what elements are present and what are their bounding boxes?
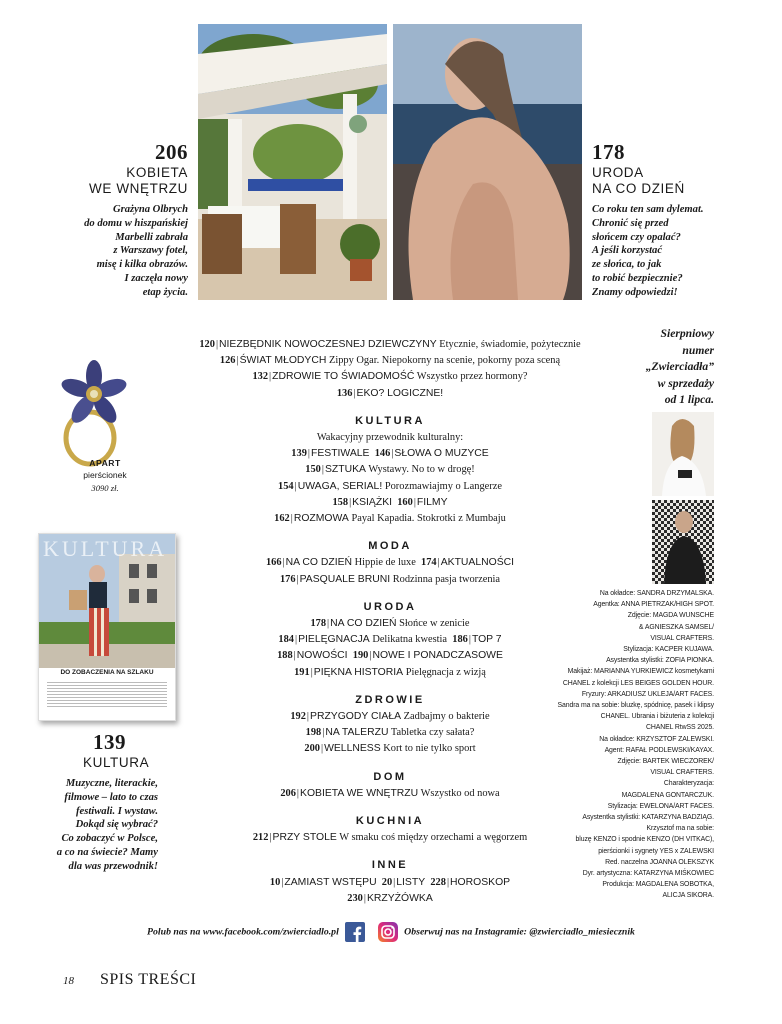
toc-entry[interactable]: 191|PIĘKNA HISTORIA Pielęgnacja z wizją [294,666,486,678]
product-price: 3090 zł. [91,483,119,493]
toc-entry[interactable]: 10|ZAMIAST WSTĘPU 20|LISTY 228|HOROSKOP [269,876,511,888]
cover-thumbnail-sandra [652,412,714,496]
feature-culture-number: 139 [93,730,126,754]
feature-beauty [592,140,732,300]
toc-entry[interactable]: 154|UWAGA, SERIAL! Porozmawiajmy o Langerze [278,480,502,492]
magazine-body-lines [47,680,167,708]
toc-entry[interactable]: 176|PASQUALE BRUNI Rodzinna pasja tworzenia [279,573,501,585]
toc-section-heading-kultura: KULTURA [355,414,425,427]
magazine-caption: DO ZOBACZENIA NA SZLAKU [60,669,154,676]
toc-entry[interactable]: 206|KOBIETA WE WNĘTRZU Wszystko od nowa [280,787,500,799]
toc-section-heading-zdrowie: ZDROWIE [355,693,425,706]
toc-section-heading-inne: INNE [371,859,409,872]
toc-entry[interactable]: 139|FESTIWALE 146|SŁOWA O MUZYCE [291,448,489,460]
facebook-link[interactable]: Polub nas na www.facebook.com/zwierciadlo.pl [147,926,339,938]
instagram-icon[interactable] [378,922,398,942]
toc-entry[interactable]: 184|PIELĘGNACJA Delikatna kwestia 186|TOP 7 [278,634,502,646]
toc-entry[interactable]: 212|PRZY STOLE W smaku coś między orzechami a węgorzem [252,832,528,844]
feature-interior-title: KOBIETA WE WNĘTRZU [89,165,188,196]
toc-entry[interactable]: 150|SZTUKA Wystawy. No to w drogę! [305,464,475,476]
product-brand: APART [89,458,121,468]
ring-caption [60,458,150,493]
toc-entry[interactable]: 188|NOWOŚCI 190|NOWE I PONADCZASOWE [277,650,503,662]
cover-thumbnail-krzysztof [652,500,714,584]
toc-entry[interactable]: 198|NA TALERZU Tabletka czy sałata? [305,727,475,739]
toc-entry[interactable]: 162|ROZMOWA Payal Kapadia. Stokrotki z Mumbaju [274,513,506,525]
product-item: pierścionek [83,470,127,480]
toc-entry[interactable]: 192|PRZYGODY CIAŁA Zadbajmy o bakterie [290,711,490,723]
toc-section-heading-moda: MODA [368,540,412,553]
facebook-icon[interactable] [345,922,365,942]
toc-entry[interactable]: 158|KSIĄŻKI 160|FILMY [332,496,448,508]
toc-entry[interactable]: 126|ŚWIAT MŁODYCH Zippy Ogar. Niepokorny na scenie, pokorny poza sceną [219,355,561,367]
feature-culture-description: Muzyczne, literackie, filmowe – lato to czas festiwali. I wystaw. Dokąd się wybrać? Co zobaczyć w Polsce, a co na świecie? Mamy dla was przewodnik! [56,778,158,872]
model-photo [393,24,582,300]
feature-beauty-title: URODA NA CO DZIEŃ [592,165,685,196]
feature-interior-description: Grażyna Olbrych do domu w hiszpańskiej Marbelli zabrała z Warszawy fotel, misę i kilka obrazów. I zaczęła nowy etap życia. [84,204,188,298]
feature-beauty-description: Co roku ten sam dylemat. Chronić się przed słońcem czy opalać? A jeśli korzystać ze słońca, to jak to robić bezpiecznie? Znamy odpowiedzi! [592,204,704,298]
toc-entry[interactable]: 120|NIEZBĘDNIK NOWOCZESNEJ DZIEWCZYNY Etycznie, świadomie, pożytecznie [199,339,581,350]
feature-culture [38,730,158,874]
culture-magazine-spread [38,533,176,721]
toc-caption: Wakacyjny przewodnik kulturalny: [316,432,464,444]
feature-culture-title: KULTURA [83,755,150,770]
toc-entry[interactable]: 178|NA CO DZIEŃ Słońce w zenicie [310,618,470,630]
magazine-header-text: KULTURA [43,536,168,561]
toc-entry[interactable]: 136|EKO? LOGICZNE! [336,387,444,399]
cover-credits: Na okładce: SANDRA DRZYMALSKA. Agentka: ANNA PIETRZAK/HIGH SPOT. Zdjęcie: MAGDA WUNSCHE & AGNIESZKA SAMSEL/ VISUAL CRAFTERS. Stylizacja: KACPER KUJAWA. Asystentka stylistki: ZOFIA PIONKA. Makijaż: MARIANNA YURKIEWICZ kosmetykami CHANEL z kolekcji LES BEIGES GOLDEN HOUR. Fryzury: ARKADIUSZ UKLEJA/ART FACES. Sandra ma na sobie: bluzkę, spódnicę, pasek i klipsy CHANEL. Ubrania i biżuteria z kolekcji CHANEL RtwSS 2025. Na okładce: KRZYSZTOF ZALEWSKI. Agent: RAFAŁ PODLEWSKI/KAYAX. Zdjęcie: BARTEK WIECZOREK/ VISUAL CRAFTERS. Charakteryzacja: MAGDALENA GONTARCZUK. Stylizacja: EWELONA/ART FACES. Asystentka stylistki: KATARZYNA BADZIĄG. Krzysztof ma na sobie: bluzę KENZO i spodnie KENZO (DH VITKAC), pierścionki i sygnety YES x ZALEWSKI Red. naczelna JOANNA OLEKSZYK Dyr. artystyczna: KATARZYNA MIŚKOWIEC Produkcja: MAGDALENA SOBOTKA, ALICJA SIKORA. [557,590,714,900]
page-number: 18 [63,975,74,987]
feature-beauty-number: 178 [592,140,625,164]
feature-interior [60,140,188,300]
toc-entry[interactable]: 132|ZDROWIE TO ŚWIADOMOŚĆ Wszystko przez hormony? [252,371,528,383]
toc-section-heading-kuchnia: KUCHNIA [355,815,425,828]
page-title: SPIS TREŚCI [100,971,197,988]
social-footer [0,922,782,942]
toc-entry[interactable]: 200|WELLNESS Kort to nie tylko sport [304,743,476,755]
instagram-link[interactable]: Obserwuj nas na Instagramie: @zwierciadlo_miesiecznik [404,926,635,938]
toc-section-heading-dom: DOM [373,770,407,783]
next-issue-promo: Sierpniowy numer „Zwierciadła” w sprzedaży od 1 lipca. [645,327,714,407]
terrace-photo [198,24,387,300]
feature-interior-number: 206 [155,140,188,164]
toc-section-heading-uroda: URODA [363,600,417,613]
toc-entry[interactable]: 230|KRZYŻÓWKA [347,892,433,904]
toc-entry[interactable]: 166|NA CO DZIEŃ Hippie de luxe 174|AKTUALNOŚCI [265,557,515,569]
